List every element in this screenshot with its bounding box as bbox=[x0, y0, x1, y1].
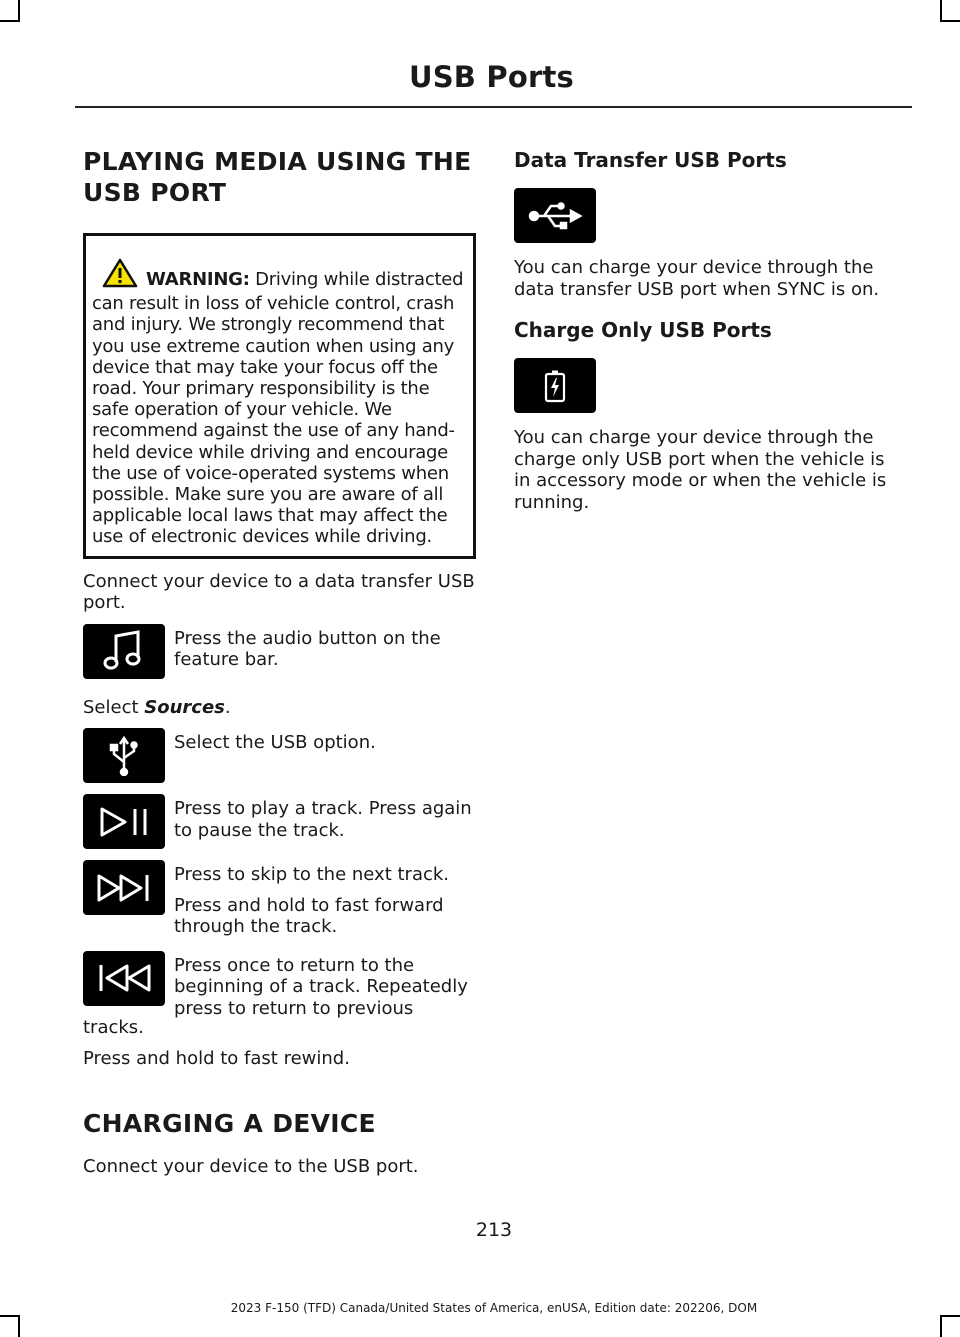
previous-text: Press once to return to the beginning of a track. Repeatedly press to return to previous bbox=[174, 954, 468, 1019]
usb-option-step bbox=[83, 728, 476, 783]
select-sources-text: Select Sources. bbox=[83, 696, 231, 718]
crop-mark bbox=[18, 1315, 20, 1337]
header-divider bbox=[75, 106, 912, 108]
skip-text: Press to skip to the next track. bbox=[174, 864, 450, 886]
page-number: 213 bbox=[475, 1219, 513, 1241]
warning-box bbox=[83, 233, 476, 559]
charging-text: Connect your device to the USB port. bbox=[83, 1156, 419, 1178]
audio-step bbox=[83, 624, 476, 679]
crop-mark bbox=[940, 1315, 942, 1337]
usb-trident-icon bbox=[83, 728, 165, 783]
rewind-text: Press and hold to fast rewind. bbox=[83, 1047, 350, 1069]
skip-forward-icon bbox=[83, 860, 165, 915]
battery-charge-icon bbox=[514, 358, 596, 413]
warning-label: WARNING: bbox=[146, 269, 250, 290]
crop-mark bbox=[940, 1315, 960, 1317]
skip-step bbox=[83, 860, 476, 938]
connect-text: Connect your device to a data transfer USB port. bbox=[83, 570, 475, 614]
audio-text: Press the audio button on the feature bar. bbox=[174, 627, 441, 671]
charge-only-heading: Charge Only USB Ports bbox=[514, 318, 772, 342]
section-heading-charging: CHARGING A DEVICE bbox=[83, 1109, 376, 1139]
data-transfer-heading: Data Transfer USB Ports bbox=[514, 148, 787, 172]
previous-text-continued: tracks. bbox=[83, 1017, 144, 1039]
crop-mark bbox=[0, 1315, 20, 1317]
play-text: Press to play a track. Press again to pause the track. bbox=[174, 798, 472, 841]
data-transfer-text: You can charge your device through the data transfer USB port when SYNC is on. bbox=[514, 257, 880, 300]
music-note-icon bbox=[83, 624, 165, 679]
play-step bbox=[83, 794, 476, 849]
left-column bbox=[83, 146, 476, 1178]
usb-symbol-icon bbox=[514, 188, 596, 243]
fast-forward-text: Press and hold to fast forward through the track. bbox=[174, 894, 444, 938]
crop-mark bbox=[0, 20, 20, 22]
usb-option-text: Select the USB option. bbox=[174, 732, 376, 754]
crop-mark bbox=[940, 20, 960, 22]
crop-mark bbox=[18, 0, 20, 22]
sources-emphasis: Sources bbox=[144, 696, 225, 718]
crop-mark bbox=[940, 0, 942, 22]
charge-only-text: You can charge your device through the charge only USB port when the vehicle is in accessory mode or when the vehicle is running. bbox=[514, 427, 887, 513]
section-heading-playing-media: PLAYING MEDIA USING THE USB PORT bbox=[83, 147, 472, 207]
skip-back-icon bbox=[83, 951, 165, 1006]
warning-triangle-icon bbox=[102, 258, 138, 293]
previous-step bbox=[83, 951, 476, 1020]
right-column bbox=[514, 146, 906, 513]
warning-text: Driving while distracted can result in loss of vehicle control, crash and injury. We strongly recommend that you use extreme caution when using any device that may take your focus off the road. Your primary responsibility is the safe operation of your vehicle. We recommend against the use of any hand-held device while driving and encourage the use of voice-operated systems when possible. Make sure you are aware of all applicable local laws that may affect the use of electronic devices while driving. bbox=[92, 269, 464, 548]
page-title: USB Ports bbox=[408, 60, 574, 94]
play-pause-icon bbox=[83, 794, 165, 849]
edition-line: 2023 F-150 (TFD) Canada/United States of America, enUSA, Edition date: 202206, DOM bbox=[230, 1301, 758, 1315]
